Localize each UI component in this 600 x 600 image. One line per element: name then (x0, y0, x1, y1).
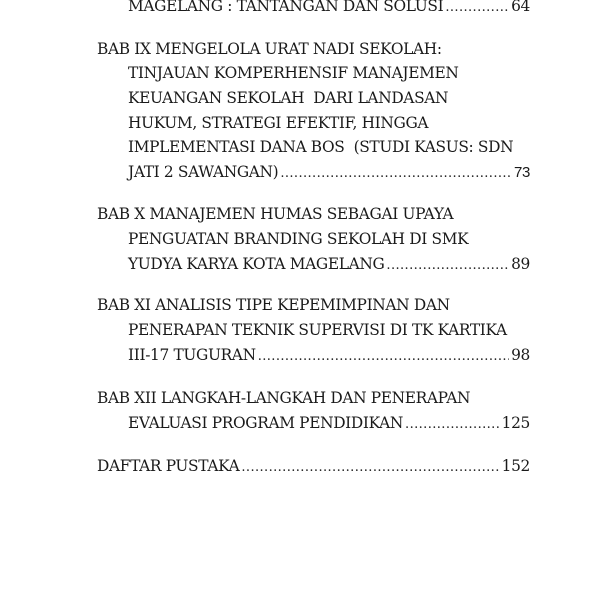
toc-entry-text: KEUANGAN SEKOLAH DARI LANDASAN (128, 89, 449, 107)
toc-entry-text: BAB X MANAJEMEN HUMAS SEBAGAI UPAYA (97, 205, 454, 223)
page-number: 152 (501, 457, 530, 475)
toc-entry-text: EVALUASI PROGRAM PENDIDIKAN (128, 414, 404, 432)
toc-entry-text: YUDYA KARYA KOTA MAGELANG (128, 255, 385, 273)
toc-entry-bab-ix-line-6[interactable] (128, 160, 530, 184)
toc-entry-bab-xii-title[interactable] (97, 386, 470, 410)
toc-entry-text: JATI 2 SAWANGAN) (128, 163, 279, 181)
toc-entry-bab-xi-line-3[interactable] (128, 343, 530, 367)
toc-entry-text: HUKUM, STRATEGI EFEKTIF, HINGGA (128, 114, 429, 132)
dot-leader (386, 254, 509, 278)
page-number: 125 (501, 414, 530, 432)
toc-entry-bab-ix-line-4 (128, 111, 428, 135)
toc-entry-text: TINJAUAN KOMPERHENSIF MANAJEMEN (128, 64, 459, 82)
page-number: 73 (514, 164, 530, 181)
toc-entry-text: PENERAPAN TEKNIK SUPERVISI DI TK KARTIKA (128, 321, 507, 339)
dot-leader (241, 456, 499, 480)
dot-leader (445, 0, 509, 20)
toc-entry-text: PENGUATAN BRANDING SEKOLAH DI SMK (128, 230, 469, 248)
toc-entry-bab-ix-line-5 (128, 135, 513, 159)
toc-entry-bab-xii-line-2[interactable] (128, 411, 530, 435)
toc-entry-text: IMPLEMENTASI DANA BOS (STUDI KASUS: SDN (128, 138, 514, 156)
toc-entry-bab-ix-line-2 (128, 61, 459, 85)
toc-entry-bab-x-title[interactable] (97, 202, 453, 226)
toc-entry-text: BAB XII LANGKAH-LANGKAH DAN PENERAPAN (97, 389, 471, 407)
toc-entry-daftar-pustaka[interactable] (97, 454, 530, 478)
toc-entry-text: BAB XI ANALISIS TIPE KEPEMIMPINAN DAN (97, 296, 450, 314)
dot-leader (280, 162, 512, 186)
toc-entry-text: BAB IX MENGELOLA URAT NADI SEKOLAH: (97, 40, 442, 58)
toc-entry-bab-ix-title[interactable] (97, 37, 442, 61)
dot-leader (258, 345, 509, 369)
toc-entry-text: MAGELANG : TANTANGAN DAN SOLUSI (128, 0, 444, 15)
page-number: 64 (511, 0, 530, 15)
toc-entry-bab-ix-line-3 (128, 86, 448, 110)
toc-entry-bab-x-line-3[interactable] (128, 252, 530, 276)
toc-entry-bab-xi-line-2 (128, 318, 507, 342)
toc-entry-text: III-17 TUGURAN (128, 346, 256, 364)
page-number: 98 (511, 346, 530, 364)
toc-entry-bab-xi-title[interactable] (97, 293, 450, 317)
toc-entry-text: DAFTAR PUSTAKA (97, 457, 240, 475)
page-number: 89 (511, 255, 530, 273)
toc-entry-bab-viii-line-1[interactable] (128, 0, 530, 18)
dot-leader (405, 413, 500, 437)
toc-entry-bab-x-line-2 (128, 227, 468, 251)
